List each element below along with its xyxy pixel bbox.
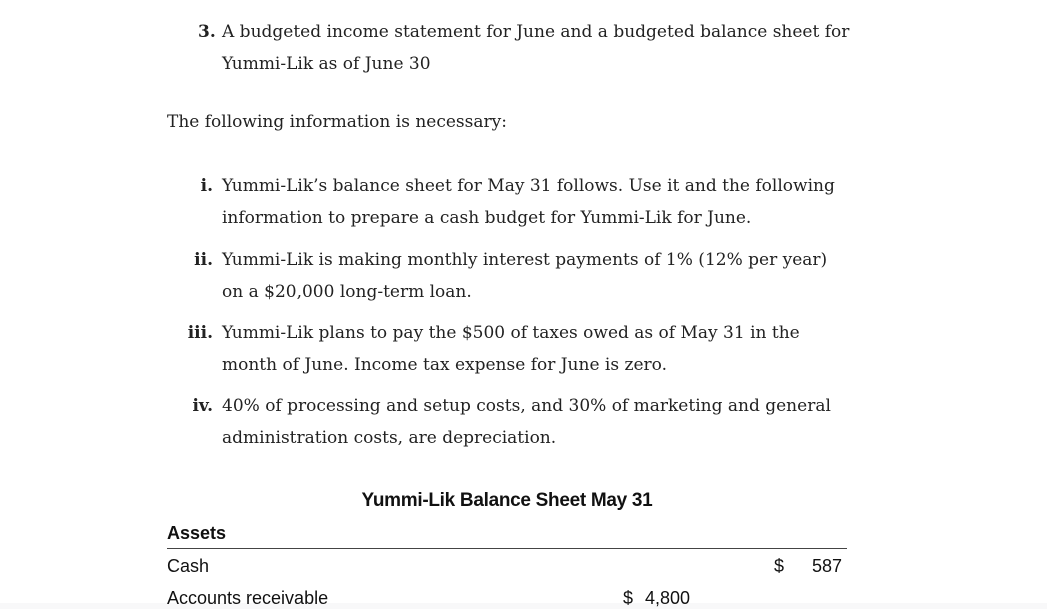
- list-text: [222, 170, 842, 234]
- list-line: administration costs, are depreciation.: [222, 428, 557, 448]
- balance-sheet-table: [167, 490, 847, 608]
- row-label: Cash: [167, 556, 210, 576]
- list-line: 40% of processing and setup costs, and 30% of marketing and general: [222, 396, 831, 416]
- section-divider: [167, 548, 847, 549]
- currency-symbol: $: [623, 588, 634, 608]
- item-line: A budgeted income statement for June and a budgeted balance sheet for: [222, 22, 850, 42]
- currency-symbol: $: [774, 556, 785, 576]
- row-amount: 587: [811, 556, 842, 576]
- list-line: Yummi-Lik’s balance sheet for May 31 follows. Use it and the following: [222, 176, 835, 196]
- row-amount: 4,800: [644, 588, 690, 608]
- list-numeral: iv.: [192, 396, 213, 416]
- list-text: [222, 317, 842, 381]
- list-line: month of June. Income tax expense for June is zero.: [222, 355, 667, 375]
- section-heading-assets: Assets: [167, 523, 227, 543]
- list-line: on a $20,000 long-term loan.: [222, 282, 472, 302]
- item-line: Yummi-Lik as of June 30: [222, 54, 431, 74]
- list-numeral: ii.: [194, 250, 213, 270]
- intro-paragraph: The following information is necessary:: [167, 112, 507, 132]
- list-numeral: i.: [200, 176, 213, 196]
- row-label: Accounts receivable: [167, 588, 329, 608]
- list-line: Yummi-Lik plans to pay the $500 of taxes owed as of May 31 in the: [222, 323, 800, 343]
- item-number: 3.: [198, 22, 216, 42]
- list-line: information to prepare a cash budget for Yummi-Lik for June.: [222, 208, 752, 228]
- balance-sheet-title: Yummi-Lik Balance Sheet May 31: [361, 490, 653, 511]
- list-numeral: iii.: [187, 323, 213, 343]
- list-line: Yummi-Lik is making monthly interest payments of 1% (12% per year): [222, 250, 828, 270]
- item-text: [222, 16, 852, 80]
- list-text: [222, 390, 842, 454]
- list-text: [222, 244, 842, 308]
